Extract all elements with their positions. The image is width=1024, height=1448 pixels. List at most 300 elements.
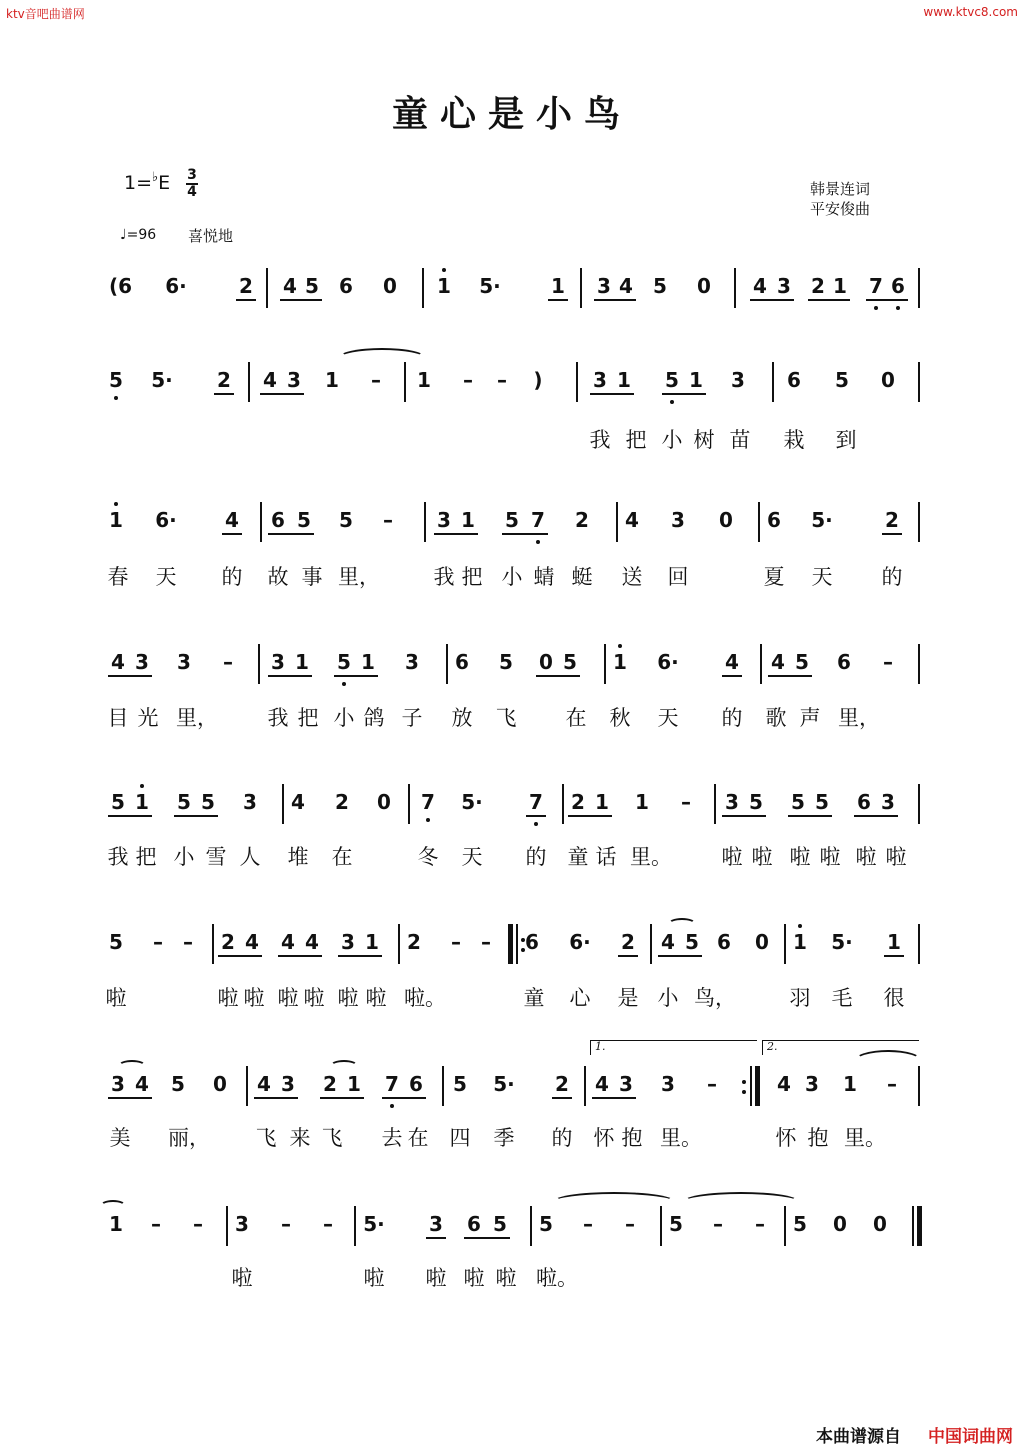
note: 2 <box>221 930 235 954</box>
note: – <box>223 650 233 674</box>
note: 4 <box>225 508 239 532</box>
note: 1 <box>635 790 649 814</box>
staff-row <box>106 1040 922 1106</box>
note: 5 <box>339 508 353 532</box>
lyric-syllable: 鸟， <box>694 986 736 1010</box>
credits <box>810 179 870 219</box>
beam-underline <box>788 815 832 817</box>
lyric-syllable: 啦 <box>721 845 743 869</box>
note: 0 <box>539 650 553 674</box>
barline <box>772 362 774 402</box>
barline <box>442 1066 444 1106</box>
barline <box>918 502 920 542</box>
lyric-syllable: 小 <box>657 986 679 1010</box>
lyric-syllable: 目 <box>107 706 129 730</box>
repeat-dot <box>742 1090 746 1094</box>
beam-underline <box>222 533 242 535</box>
lyric-syllable: 童 <box>523 986 545 1010</box>
beam-underline <box>882 533 902 535</box>
lyric-syllable: 的 <box>551 1126 573 1150</box>
site-logo-text: ktv音吧曲谱网 <box>6 7 85 21</box>
barline <box>212 924 214 964</box>
note: 5· <box>151 368 173 392</box>
lyric-syllable: 里。 <box>630 845 672 869</box>
note: 3 <box>437 508 451 532</box>
lyric-syllable: 飞 <box>255 1126 277 1150</box>
high-octave-dot <box>114 502 118 506</box>
note: 0 <box>755 930 769 954</box>
note: 3 <box>777 274 791 298</box>
beam-underline <box>108 815 152 817</box>
beam-underline <box>334 675 378 677</box>
lyric-syllable: 啦 <box>751 845 773 869</box>
lyric-syllable: 啦 <box>337 986 359 1010</box>
note: 1 <box>109 1212 123 1236</box>
low-octave-dot <box>874 306 878 310</box>
note: 5 <box>111 790 125 814</box>
beam-underline <box>808 299 850 301</box>
repeat-start-thin-bar <box>516 924 518 964</box>
note: – <box>463 368 473 392</box>
note: 1 <box>105 508 127 532</box>
note: 6 <box>787 368 801 392</box>
lyric-syllable: 把 <box>297 706 319 730</box>
barline <box>714 784 716 824</box>
high-octave-dot <box>798 924 802 928</box>
note: – <box>713 1212 723 1236</box>
lyric-syllable: 秋 <box>609 706 631 730</box>
note: 4 <box>283 274 297 298</box>
barline <box>918 1066 920 1106</box>
low-octave-dot <box>426 818 430 822</box>
repeat-dot <box>521 938 525 942</box>
lyric-syllable: 的 <box>721 706 743 730</box>
note: 3 <box>661 1072 675 1096</box>
barline <box>248 362 250 402</box>
barline <box>650 924 652 964</box>
note: – <box>755 1212 765 1236</box>
lyric-syllable: 美 <box>109 1126 131 1150</box>
composer: 平安俊曲 <box>810 200 871 218</box>
note: 6 <box>887 274 909 298</box>
lyric-syllable: 里。 <box>844 1126 886 1150</box>
lyric-syllable: 啦 <box>231 1266 253 1290</box>
note: 2 <box>811 274 825 298</box>
barline <box>580 268 582 308</box>
note: 3 <box>177 650 191 674</box>
note: 5 <box>539 1212 553 1236</box>
lyricist: 韩景连词 <box>810 180 871 198</box>
beam-underline <box>592 1097 636 1099</box>
beam-underline <box>618 955 638 957</box>
time-signature-bottom: 4 <box>187 184 197 200</box>
note: 4 <box>305 930 319 954</box>
volta-bracket <box>762 1040 919 1055</box>
volta-number: 1. <box>595 1040 606 1053</box>
lyric-syllable: 的 <box>221 565 243 589</box>
lyric-syllable: 啦 <box>363 1266 385 1290</box>
lyric-syllable: 的 <box>881 565 903 589</box>
lyric-syllable: 蜓 <box>571 565 593 589</box>
beam-underline <box>536 675 580 677</box>
note: – <box>371 368 381 392</box>
tie-slur <box>552 1192 676 1212</box>
volta-number: 2. <box>767 1040 778 1053</box>
low-octave-dot <box>534 822 538 826</box>
note: 1 <box>433 274 455 298</box>
beam-underline <box>866 299 908 301</box>
lyric-syllable: 羽 <box>789 986 811 1010</box>
note: 4 <box>619 274 633 298</box>
barline <box>404 362 406 402</box>
note: 1 <box>325 368 339 392</box>
note: 2 <box>621 930 635 954</box>
lyric-syllable: 放 <box>451 706 473 730</box>
barline <box>918 784 920 824</box>
lyric-syllable: 蜻 <box>533 565 555 589</box>
beam-underline <box>722 815 766 817</box>
lyric-syllable: 把 <box>625 428 647 452</box>
lyric-syllable: 飞 <box>495 706 517 730</box>
barline <box>918 268 920 308</box>
barline <box>260 502 262 542</box>
note: – <box>281 1212 291 1236</box>
time-signature <box>186 168 198 200</box>
lyric-line <box>106 982 922 1010</box>
lyric-syllable: 啦。 <box>404 986 446 1010</box>
note: 2 <box>555 1072 569 1096</box>
note: 4 <box>725 650 739 674</box>
lyric-syllable: 小 <box>501 565 523 589</box>
site-url-text: www.ktvc8.com <box>923 5 1018 19</box>
lyric-syllable: 苗 <box>729 428 751 452</box>
note: 0 <box>383 274 397 298</box>
barline <box>446 644 448 684</box>
barline <box>918 362 920 402</box>
lyric-syllable: 我 <box>267 706 289 730</box>
high-octave-dot <box>618 644 622 648</box>
lyric-syllable: 子 <box>401 706 423 730</box>
note: 0 <box>719 508 733 532</box>
note: 3 <box>287 368 301 392</box>
lyric-syllable: 夏 <box>763 565 785 589</box>
lyric-syllable: 四 <box>449 1126 471 1150</box>
lyric-syllable: 啦 <box>365 986 387 1010</box>
barline <box>422 268 424 308</box>
beam-underline <box>278 955 322 957</box>
lyric-syllable: 怀 <box>593 1126 615 1150</box>
beam-underline <box>768 675 812 677</box>
lyric-syllable: 啦 <box>495 1266 517 1290</box>
note: 5 <box>297 508 311 532</box>
note: – <box>193 1212 203 1236</box>
note: 7 <box>865 274 887 298</box>
lyric-syllable: 我 <box>589 428 611 452</box>
note: 6 <box>767 508 781 532</box>
beam-underline <box>594 299 636 301</box>
beam-underline <box>320 1097 364 1099</box>
note: 4 <box>245 930 259 954</box>
note: 2 <box>323 1072 337 1096</box>
tie-slur <box>682 1192 800 1212</box>
repeat-start-thick-bar <box>508 924 513 964</box>
lyric-syllable: 回 <box>667 565 689 589</box>
note: – <box>497 368 507 392</box>
beam-underline <box>338 955 382 957</box>
lyric-line <box>106 561 922 589</box>
note: 4 <box>135 1072 149 1096</box>
beam-underline <box>854 815 898 817</box>
note: 1 <box>461 508 475 532</box>
beam-underline <box>174 815 218 817</box>
lyric-syllable: 怀 <box>775 1126 797 1150</box>
note: 1 <box>361 650 375 674</box>
note: 6 <box>271 508 285 532</box>
low-octave-dot <box>896 306 900 310</box>
note: 6 <box>717 930 731 954</box>
lyric-syllable: 我 <box>107 845 129 869</box>
beam-underline <box>108 675 152 677</box>
lyric-syllable: 的 <box>525 845 547 869</box>
lyric-syllable: 栽 <box>783 428 805 452</box>
note: 5 <box>493 1212 507 1236</box>
lyric-line <box>106 702 922 730</box>
barline <box>660 1206 662 1246</box>
note: 1 <box>689 368 703 392</box>
note: – <box>625 1212 635 1236</box>
note: 1 <box>365 930 379 954</box>
note: 3 <box>271 650 285 674</box>
source-label: 本曲谱源自 <box>816 1427 901 1447</box>
lyric-syllable: 啦 <box>789 845 811 869</box>
lyric-syllable: 鸽 <box>363 706 385 730</box>
barline <box>576 362 578 402</box>
note: 0 <box>873 1212 887 1236</box>
note: 4 <box>263 368 277 392</box>
note: 2 <box>575 508 589 532</box>
barline <box>424 502 426 542</box>
note: 5 <box>105 368 127 392</box>
note: 4 <box>257 1072 271 1096</box>
beam-underline <box>214 393 234 395</box>
low-octave-dot <box>342 682 346 686</box>
repeat-dot <box>521 948 525 952</box>
lyric-syllable: 雪 <box>205 845 227 869</box>
note: 6· <box>569 930 591 954</box>
note: 1 <box>843 1072 857 1096</box>
lyric-syllable: 小 <box>173 845 195 869</box>
note: 5 <box>835 368 849 392</box>
note: 5 <box>685 930 699 954</box>
note: 0 <box>213 1072 227 1096</box>
note: 5 <box>333 650 355 674</box>
staff-row <box>106 362 922 402</box>
lyric-syllable: 来 <box>289 1126 311 1150</box>
beam-underline <box>662 393 706 395</box>
lyric-syllable: 抱 <box>621 1126 643 1150</box>
barline <box>784 924 786 964</box>
high-octave-dot <box>442 268 446 272</box>
lyric-syllable: 天 <box>155 565 177 589</box>
note: 4 <box>111 650 125 674</box>
note: 7 <box>381 1072 403 1096</box>
staff-row <box>106 1206 922 1246</box>
beam-underline <box>526 815 546 817</box>
note: 4 <box>625 508 639 532</box>
note: – <box>887 1072 897 1096</box>
note: 5· <box>461 790 483 814</box>
note: 2 <box>885 508 899 532</box>
note: 5· <box>811 508 833 532</box>
lyric-line <box>106 841 922 869</box>
note: 4 <box>281 930 295 954</box>
note: 0 <box>377 790 391 814</box>
note: – <box>383 508 393 532</box>
lyric-syllable: 啦 <box>217 986 239 1010</box>
note: 2 <box>239 274 253 298</box>
lyric-syllable: 把 <box>461 565 483 589</box>
tie-slur <box>118 1060 146 1072</box>
note: – <box>707 1072 717 1096</box>
lyric-syllable: 把 <box>135 845 157 869</box>
staff-row <box>106 924 922 964</box>
expression-marking: 喜悦地 <box>188 227 234 245</box>
key-signature <box>124 172 170 194</box>
note: 6· <box>155 508 177 532</box>
beam-underline <box>552 1097 572 1099</box>
note: – <box>883 650 893 674</box>
beam-underline <box>268 533 314 535</box>
lyric-syllable: 冬 <box>417 845 439 869</box>
beam-underline <box>434 533 478 535</box>
tie-slur <box>100 1200 126 1212</box>
note: 5 <box>749 790 763 814</box>
beam-underline <box>464 1237 510 1239</box>
barline <box>246 1066 248 1106</box>
lyric-syllable: 小 <box>661 428 683 452</box>
beam-underline <box>280 299 322 301</box>
beam-underline <box>548 299 568 301</box>
lyric-syllable: 啦 <box>243 986 265 1010</box>
lyric-syllable: 很 <box>883 986 905 1010</box>
note: 3 <box>405 650 419 674</box>
barline <box>584 1066 586 1106</box>
lyric-syllable: 抱 <box>807 1126 829 1150</box>
barline <box>562 784 564 824</box>
note: 3 <box>881 790 895 814</box>
barline <box>258 644 260 684</box>
lyric-syllable: 心 <box>569 986 591 1010</box>
lyric-syllable: 啦 <box>463 1266 485 1290</box>
note: 3 <box>281 1072 295 1096</box>
note: 1 <box>295 650 309 674</box>
lyric-syllable: 丽， <box>168 1126 210 1150</box>
beam-underline <box>268 675 312 677</box>
lyric-line <box>106 1122 922 1150</box>
note: 1 <box>551 274 565 298</box>
note: 7 <box>417 790 439 814</box>
note: – <box>151 1212 161 1236</box>
lyric-syllable: 啦。 <box>536 1266 578 1290</box>
lyric-syllable: 啦 <box>819 845 841 869</box>
note: 7 <box>527 508 549 532</box>
lyric-syllable: 里。 <box>660 1126 702 1150</box>
barline <box>734 268 736 308</box>
tie-slur <box>330 1060 358 1072</box>
note: 3 <box>235 1212 249 1236</box>
barline <box>354 1206 356 1246</box>
lyric-line <box>106 424 922 452</box>
note: 3 <box>111 1072 125 1096</box>
note: 5 <box>795 650 809 674</box>
note: 1 <box>347 1072 361 1096</box>
beam-underline <box>236 299 256 301</box>
note: 6 <box>857 790 871 814</box>
note: 3 <box>725 790 739 814</box>
lyric-syllable: 飞 <box>321 1126 343 1150</box>
beam-underline <box>382 1097 426 1099</box>
note: 6· <box>165 274 187 298</box>
source-site-link[interactable]: 中国词曲网 <box>928 1427 1013 1447</box>
high-octave-dot <box>140 784 144 788</box>
lyric-line <box>106 1262 922 1290</box>
note: 3 <box>429 1212 443 1236</box>
lyric-syllable: 送 <box>621 565 643 589</box>
repeat-dot <box>742 1080 746 1084</box>
note: 4 <box>661 930 675 954</box>
note: 4 <box>753 274 767 298</box>
tempo-marking: ♩=96 <box>120 227 157 243</box>
note: – <box>681 790 691 814</box>
low-octave-dot <box>390 1104 394 1108</box>
barline <box>918 924 920 964</box>
note: 7 <box>525 790 547 814</box>
lyric-syllable: 里， <box>176 706 218 730</box>
note: 1 <box>609 650 631 674</box>
barline <box>398 924 400 964</box>
lyric-syllable: 树 <box>693 428 715 452</box>
beam-underline <box>568 815 612 817</box>
beam-underline <box>426 1237 446 1239</box>
note: 2 <box>407 930 421 954</box>
lyric-syllable: 天 <box>461 845 483 869</box>
note: 5 <box>109 930 123 954</box>
note: 5 <box>201 790 215 814</box>
note: 3 <box>731 368 745 392</box>
lyric-syllable: 童 <box>567 845 589 869</box>
note: 5 <box>791 790 805 814</box>
beam-underline <box>658 955 702 957</box>
lyric-syllable: 天 <box>657 706 679 730</box>
note: 6 <box>525 930 539 954</box>
barline <box>918 644 920 684</box>
repeat-end-thick-bar <box>755 1066 760 1106</box>
note: – <box>583 1212 593 1236</box>
note: 1 <box>595 790 609 814</box>
lyric-syllable: 小 <box>333 706 355 730</box>
note: 1 <box>417 368 431 392</box>
lyric-syllable: 在 <box>331 845 353 869</box>
beam-underline <box>260 393 304 395</box>
lyric-syllable: 故 <box>267 565 289 589</box>
barline <box>784 1206 786 1246</box>
lyric-syllable: 啦 <box>855 845 877 869</box>
flat-sign: ♭ <box>152 170 159 185</box>
note: 5 <box>505 508 519 532</box>
note: (6 <box>109 274 133 298</box>
barline <box>604 644 606 684</box>
lyric-syllable: 季 <box>493 1126 515 1150</box>
